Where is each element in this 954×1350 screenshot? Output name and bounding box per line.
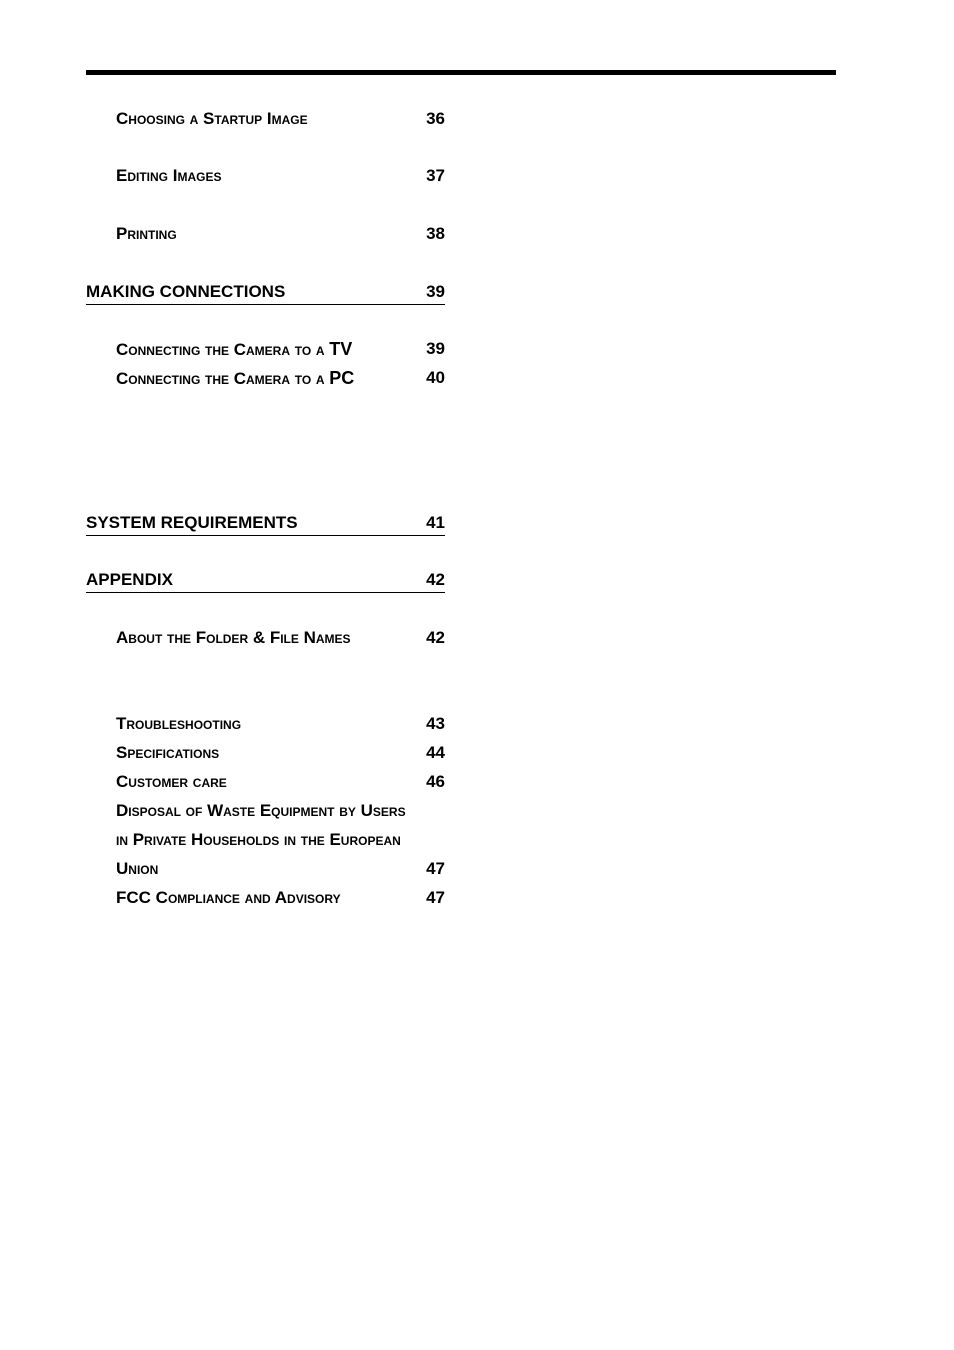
toc-entry-choosing-startup-image[interactable]: [116, 108, 445, 130]
toc-entry-page: 47: [426, 888, 445, 907]
toc-entry-customer-care[interactable]: [116, 771, 445, 793]
toc-section-page: 39: [426, 282, 445, 301]
toc-entry-editing-images[interactable]: [116, 165, 445, 187]
toc-entry-page: 42: [426, 628, 445, 647]
toc-entry-page: 44: [426, 743, 445, 762]
toc-section-making-connections[interactable]: [86, 280, 445, 305]
toc-entry-title: About the Folder & File Names: [116, 628, 351, 647]
toc-entry-page: 38: [426, 224, 445, 243]
toc-entry-weee[interactable]: [116, 858, 445, 880]
toc-entry-title-text: Connecting the Camera to a: [116, 369, 330, 388]
toc-entry-weee-line1[interactable]: Disposal of Waste Equipment by Users: [116, 801, 406, 820]
toc-section-title: MAKING CONNECTIONS: [86, 282, 286, 301]
toc-entry-troubleshooting[interactable]: [116, 713, 445, 735]
toc-entry-connecting-tv[interactable]: [116, 338, 445, 360]
toc-entry-page: 47: [426, 859, 445, 878]
toc-entry-page: 37: [426, 166, 445, 185]
toc-entry-page: 46: [426, 772, 445, 791]
toc-entry-folder-file-names[interactable]: [116, 627, 445, 649]
toc-entry-connecting-pc[interactable]: [116, 367, 445, 389]
toc-entry-title: Choosing a Startup Image: [116, 109, 308, 128]
toc-entry-title-tail: TV: [329, 339, 353, 359]
toc-section-page: 41: [426, 513, 445, 532]
toc-entry-specifications[interactable]: [116, 742, 445, 764]
toc-section-system-requirements[interactable]: [86, 511, 445, 536]
toc-entry-fcc-compliance[interactable]: [116, 887, 445, 909]
toc-entry-title: Editing Images: [116, 166, 222, 185]
toc-section-title: SYSTEM REQUIREMENTS: [86, 513, 298, 532]
toc-entry-title: Troubleshooting: [116, 714, 242, 733]
toc-entry-page: 39: [426, 339, 445, 358]
toc-entry-page: 43: [426, 714, 445, 733]
toc-entry-title: FCC Compliance and Advisory: [116, 888, 341, 907]
toc-entry-title-text: Connecting the Camera to a: [116, 340, 330, 359]
toc-entry-title-tail: PC: [329, 368, 355, 388]
toc-entry-title: Customer care: [116, 772, 227, 791]
toc-section-title: APPENDIX: [86, 570, 173, 589]
toc-section-appendix[interactable]: [86, 568, 445, 593]
toc-entry-title: Specifications: [116, 743, 220, 762]
toc-entry-title: [116, 338, 352, 361]
toc-entry-weee-line2[interactable]: in Private Households in the European: [116, 830, 401, 849]
header-rule: [86, 70, 836, 75]
toc-entry-title: Printing: [116, 224, 177, 243]
toc-entry-page: 40: [426, 368, 445, 387]
toc-entry-title: [116, 367, 354, 390]
toc-entry-title: Union: [116, 859, 159, 878]
toc-entry-page: 36: [426, 109, 445, 128]
toc-section-page: 42: [426, 570, 445, 589]
toc-entry-printing[interactable]: [116, 223, 445, 245]
